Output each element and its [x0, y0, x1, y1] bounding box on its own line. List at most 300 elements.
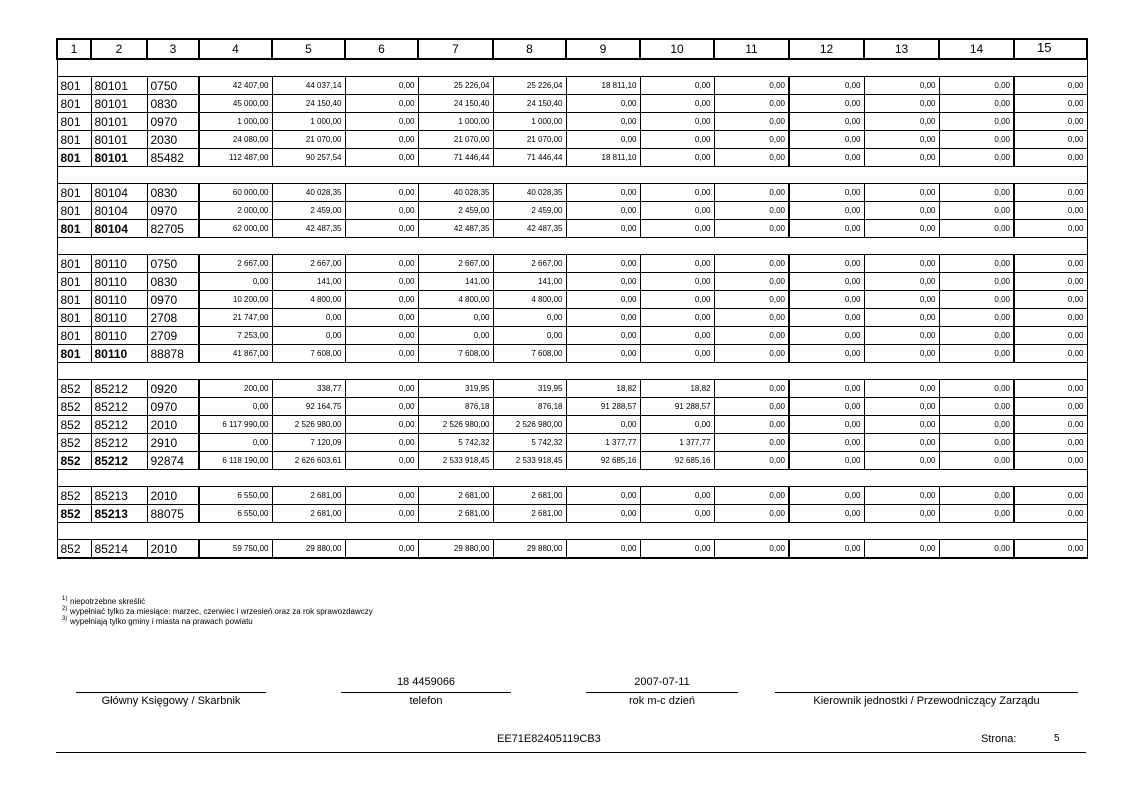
- amount-cell: 40 028,35: [418, 184, 493, 202]
- amount-cell: 0,00: [789, 398, 864, 416]
- amount-cell: 0,00: [939, 434, 1014, 452]
- classification-cell: 801: [57, 149, 91, 167]
- classification-cell: 852: [57, 540, 91, 559]
- amount-cell: 0,00: [714, 291, 789, 309]
- amount-cell: 42 487,35: [493, 220, 566, 238]
- amount-cell: 2 667,00: [199, 255, 272, 273]
- classification-cell: 852: [57, 398, 91, 416]
- classification-cell: 85212: [91, 416, 147, 434]
- amount-cell: 0,00: [1014, 273, 1087, 291]
- amount-cell: 0,00: [566, 184, 640, 202]
- column-number-header: 7: [418, 39, 493, 59]
- amount-cell: 0,00: [345, 184, 418, 202]
- amount-cell: 90 257,54: [272, 149, 345, 167]
- table-row: [57, 309, 1087, 327]
- amount-cell: 2 681,00: [418, 487, 493, 505]
- signature-accountant: [76, 676, 266, 707]
- amount-cell: 2 533 918,45: [418, 452, 493, 470]
- page-label: Strona:: [981, 733, 1017, 745]
- table-row: [57, 398, 1087, 416]
- amount-cell: 1 000,00: [493, 113, 566, 131]
- classification-cell: 85212: [91, 434, 147, 452]
- amount-cell: 0,00: [864, 113, 939, 131]
- amount-cell: 0,00: [789, 184, 864, 202]
- amount-cell: 876,18: [418, 398, 493, 416]
- subtotal-row: [57, 452, 1087, 470]
- column-number-header: 2: [91, 39, 147, 59]
- amount-cell: 0,00: [640, 309, 714, 327]
- page-number: 5: [1054, 733, 1060, 744]
- date-caption: rok m-c dzień: [628, 695, 696, 707]
- column-number-header: 15: [1014, 39, 1087, 59]
- subtotal-row: [57, 220, 1087, 238]
- footnote-text: wypełniać tylko za miesiące: marzec, czerwiec i wrzesień oraz za rok sprawozdawczy: [70, 607, 373, 616]
- column-number-header: 13: [864, 39, 939, 59]
- amount-cell: 0,00: [640, 291, 714, 309]
- classification-cell: 80101: [91, 95, 147, 113]
- table-row: [57, 113, 1087, 131]
- amount-cell: 40 028,35: [272, 184, 345, 202]
- amount-cell: 40 028,35: [493, 184, 566, 202]
- amount-cell: 876,18: [493, 398, 566, 416]
- amount-cell: 0,00: [864, 273, 939, 291]
- amount-cell: 0,00: [714, 452, 789, 470]
- amount-cell: 18 811,10: [566, 149, 640, 167]
- classification-cell: 801: [57, 327, 91, 345]
- amount-cell: 0,00: [714, 345, 789, 363]
- amount-cell: 0,00: [939, 273, 1014, 291]
- column-number-header: 6: [345, 39, 418, 59]
- amount-cell: 5 742,32: [418, 434, 493, 452]
- amount-cell: 0,00: [789, 149, 864, 167]
- classification-cell: 85213: [91, 487, 147, 505]
- amount-cell: 0,00: [939, 291, 1014, 309]
- separator-cell: [57, 363, 1087, 380]
- amount-cell: 0,00: [345, 273, 418, 291]
- amount-cell: 29 880,00: [493, 540, 566, 559]
- amount-cell: 0,00: [566, 416, 640, 434]
- amount-cell: 0,00: [714, 416, 789, 434]
- amount-cell: 24 150,40: [418, 95, 493, 113]
- amount-cell: 0,00: [864, 131, 939, 149]
- group-separator-row: [57, 167, 1087, 184]
- amount-cell: 0,00: [345, 95, 418, 113]
- amount-cell: 4 800,00: [272, 291, 345, 309]
- amount-cell: 0,00: [345, 113, 418, 131]
- amount-cell: 7 608,00: [418, 345, 493, 363]
- amount-cell: 0,00: [714, 434, 789, 452]
- amount-cell: 0,00: [714, 380, 789, 398]
- amount-cell: 0,00: [640, 540, 714, 559]
- amount-cell: 0,00: [714, 131, 789, 149]
- amount-cell: 0,00: [939, 149, 1014, 167]
- classification-cell: 85482: [147, 149, 199, 167]
- amount-cell: 0,00: [1014, 487, 1087, 505]
- amount-cell: 0,00: [714, 327, 789, 345]
- amount-cell: 0,00: [1014, 434, 1087, 452]
- amount-cell: 0,00: [864, 202, 939, 220]
- amount-cell: 42 487,35: [272, 220, 345, 238]
- header-row: [57, 39, 1087, 59]
- amount-cell: 0,00: [789, 434, 864, 452]
- classification-cell: 85212: [91, 452, 147, 470]
- amount-cell: 0,00: [345, 416, 418, 434]
- amount-cell: 0,00: [640, 273, 714, 291]
- amount-cell: 71 446,44: [493, 149, 566, 167]
- classification-cell: 0830: [147, 184, 199, 202]
- table-row: [57, 416, 1087, 434]
- amount-cell: 0,00: [939, 113, 1014, 131]
- amount-cell: 0,00: [939, 131, 1014, 149]
- amount-cell: 29 880,00: [418, 540, 493, 559]
- amount-cell: 7 120,09: [272, 434, 345, 452]
- amount-cell: 0,00: [566, 255, 640, 273]
- amount-cell: 2 667,00: [418, 255, 493, 273]
- amount-cell: 0,00: [1014, 255, 1087, 273]
- amount-cell: 71 446,44: [418, 149, 493, 167]
- amount-cell: 92 685,16: [640, 452, 714, 470]
- amount-cell: 112 487,00: [199, 149, 272, 167]
- amount-cell: 25 226,04: [493, 77, 566, 95]
- classification-cell: 801: [57, 220, 91, 238]
- amount-cell: 21 070,00: [418, 131, 493, 149]
- amount-cell: 0,00: [640, 220, 714, 238]
- amount-cell: 0,00: [864, 327, 939, 345]
- amount-cell: 319,95: [418, 380, 493, 398]
- table-row: [57, 77, 1087, 95]
- signature-line: [341, 692, 511, 693]
- amount-cell: 0,00: [789, 220, 864, 238]
- amount-cell: 24 150,40: [272, 95, 345, 113]
- column-number-header: 14: [939, 39, 1014, 59]
- classification-cell: 0830: [147, 273, 199, 291]
- amount-cell: 92 685,16: [566, 452, 640, 470]
- amount-cell: 0,00: [566, 487, 640, 505]
- amount-cell: 0,00: [345, 434, 418, 452]
- column-number-header: 5: [272, 39, 345, 59]
- signature-date: [586, 676, 738, 707]
- classification-cell: 92874: [147, 452, 199, 470]
- amount-cell: 0,00: [199, 398, 272, 416]
- amount-cell: 0,00: [864, 309, 939, 327]
- amount-cell: 0,00: [789, 416, 864, 434]
- amount-cell: 0,00: [939, 398, 1014, 416]
- amount-cell: 200,00: [199, 380, 272, 398]
- table-row: [57, 327, 1087, 345]
- amount-cell: 0,00: [493, 327, 566, 345]
- amount-cell: 2 526 980,00: [418, 416, 493, 434]
- column-number-header: 9: [566, 39, 640, 59]
- classification-cell: 80110: [91, 255, 147, 273]
- amount-cell: 1 000,00: [272, 113, 345, 131]
- classification-cell: 80110: [91, 273, 147, 291]
- amount-cell: 1 377,77: [640, 434, 714, 452]
- classification-cell: 801: [57, 291, 91, 309]
- amount-cell: 0,00: [1014, 113, 1087, 131]
- classification-cell: 2708: [147, 309, 199, 327]
- amount-cell: 0,00: [864, 487, 939, 505]
- classification-cell: 85213: [91, 505, 147, 523]
- amount-cell: 0,00: [939, 380, 1014, 398]
- classification-cell: 801: [57, 95, 91, 113]
- classification-cell: 801: [57, 184, 91, 202]
- amount-cell: 0,00: [939, 487, 1014, 505]
- amount-cell: 0,00: [939, 95, 1014, 113]
- separator-cell: [57, 238, 1087, 255]
- amount-cell: 0,00: [714, 95, 789, 113]
- amount-cell: 0,00: [789, 380, 864, 398]
- amount-cell: 0,00: [939, 505, 1014, 523]
- amount-cell: 0,00: [566, 327, 640, 345]
- amount-cell: 4 800,00: [418, 291, 493, 309]
- amount-cell: 0,00: [864, 540, 939, 559]
- amount-cell: 338,77: [272, 380, 345, 398]
- amount-cell: 0,00: [566, 309, 640, 327]
- table-row: [57, 255, 1087, 273]
- classification-cell: 82705: [147, 220, 199, 238]
- classification-cell: 0920: [147, 380, 199, 398]
- amount-cell: 0,00: [345, 291, 418, 309]
- signature-manager: [775, 676, 1078, 707]
- classification-cell: 801: [57, 77, 91, 95]
- classification-cell: 88878: [147, 345, 199, 363]
- subtotal-row: [57, 345, 1087, 363]
- footnote-text: wypełniają tylko gminy i miasta na prawach powiatu: [70, 617, 253, 626]
- amount-cell: 7 608,00: [493, 345, 566, 363]
- separator-cell: [57, 523, 1087, 540]
- group-separator-row: [57, 59, 1087, 77]
- amount-cell: 0,00: [714, 202, 789, 220]
- amount-cell: 0,00: [939, 327, 1014, 345]
- amount-cell: 0,00: [640, 345, 714, 363]
- amount-cell: 0,00: [1014, 345, 1087, 363]
- amount-cell: 0,00: [939, 416, 1014, 434]
- amount-cell: 0,00: [640, 487, 714, 505]
- amount-cell: 0,00: [345, 220, 418, 238]
- amount-cell: 0,00: [714, 540, 789, 559]
- table-row: [57, 380, 1087, 398]
- bottom-divider: [56, 752, 1086, 753]
- amount-cell: 0,00: [939, 220, 1014, 238]
- signature-line: [76, 692, 266, 693]
- amount-cell: 0,00: [640, 95, 714, 113]
- amount-cell: 1 000,00: [418, 113, 493, 131]
- column-number-header: 12: [789, 39, 864, 59]
- table-row: [57, 291, 1087, 309]
- amount-cell: 0,00: [1014, 291, 1087, 309]
- amount-cell: 0,00: [714, 505, 789, 523]
- amount-cell: 0,00: [864, 149, 939, 167]
- accountant-value: [76, 676, 266, 690]
- table-row: [57, 184, 1087, 202]
- classification-cell: 852: [57, 416, 91, 434]
- column-number-header: 1: [57, 39, 91, 59]
- phone-value: 18 4459066: [396, 676, 456, 688]
- amount-cell: 0,00: [640, 202, 714, 220]
- amount-cell: 0,00: [714, 184, 789, 202]
- document-code: EE71E82405119CB3: [497, 733, 601, 745]
- amount-cell: 0,00: [345, 77, 418, 95]
- amount-cell: 2 533 918,45: [493, 452, 566, 470]
- classification-cell: 852: [57, 434, 91, 452]
- amount-cell: 0,00: [939, 540, 1014, 559]
- classification-cell: 801: [57, 131, 91, 149]
- classification-cell: 852: [57, 452, 91, 470]
- amount-cell: 0,00: [566, 220, 640, 238]
- amount-cell: 0,00: [640, 184, 714, 202]
- amount-cell: 18 811,10: [566, 77, 640, 95]
- column-number-header: 8: [493, 39, 566, 59]
- subtotal-row: [57, 505, 1087, 523]
- amount-cell: 0,00: [566, 273, 640, 291]
- amount-cell: 0,00: [939, 184, 1014, 202]
- amount-cell: 0,00: [345, 327, 418, 345]
- separator-cell: [57, 59, 1087, 77]
- amount-cell: 0,00: [714, 309, 789, 327]
- amount-cell: 0,00: [714, 273, 789, 291]
- amount-cell: 0,00: [640, 149, 714, 167]
- classification-cell: 80104: [91, 184, 147, 202]
- amount-cell: 0,00: [566, 345, 640, 363]
- signature-phone: [341, 676, 511, 707]
- classification-cell: 852: [57, 380, 91, 398]
- amount-cell: 0,00: [1014, 416, 1087, 434]
- amount-cell: 2 681,00: [493, 487, 566, 505]
- footnote-mark: 1): [62, 596, 68, 602]
- table-row: [57, 202, 1087, 220]
- amount-cell: 6 117 990,00: [199, 416, 272, 434]
- separator-cell: [57, 470, 1087, 487]
- group-separator-row: [57, 523, 1087, 540]
- amount-cell: 2 526 980,00: [493, 416, 566, 434]
- classification-cell: 0970: [147, 202, 199, 220]
- amount-cell: 2 459,00: [493, 202, 566, 220]
- amount-cell: 0,00: [566, 202, 640, 220]
- amount-cell: 2 667,00: [493, 255, 566, 273]
- amount-cell: 2 526 980,00: [272, 416, 345, 434]
- amount-cell: 0,00: [789, 113, 864, 131]
- report-table: [56, 38, 1088, 559]
- amount-cell: 0,00: [640, 77, 714, 95]
- amount-cell: 2 681,00: [272, 505, 345, 523]
- classification-cell: 2030: [147, 131, 199, 149]
- classification-cell: 852: [57, 505, 91, 523]
- amount-cell: 0,00: [640, 327, 714, 345]
- amount-cell: 24 080,00: [199, 131, 272, 149]
- amount-cell: 0,00: [864, 184, 939, 202]
- amount-cell: 45 000,00: [199, 95, 272, 113]
- amount-cell: 21 070,00: [272, 131, 345, 149]
- amount-cell: 0,00: [939, 255, 1014, 273]
- amount-cell: 29 880,00: [272, 540, 345, 559]
- amount-cell: 1 377,77: [566, 434, 640, 452]
- classification-cell: 80104: [91, 202, 147, 220]
- amount-cell: 0,00: [864, 255, 939, 273]
- amount-cell: 0,00: [864, 345, 939, 363]
- amount-cell: 0,00: [714, 77, 789, 95]
- group-separator-row: [57, 470, 1087, 487]
- amount-cell: 0,00: [864, 220, 939, 238]
- amount-cell: 0,00: [789, 291, 864, 309]
- amount-cell: 0,00: [199, 434, 272, 452]
- classification-cell: 801: [57, 113, 91, 131]
- amount-cell: 0,00: [1014, 327, 1087, 345]
- amount-cell: 0,00: [864, 398, 939, 416]
- column-number-header: 10: [640, 39, 714, 59]
- amount-cell: 2 681,00: [493, 505, 566, 523]
- amount-cell: 2 459,00: [418, 202, 493, 220]
- amount-cell: 0,00: [714, 220, 789, 238]
- amount-cell: 0,00: [566, 131, 640, 149]
- amount-cell: 0,00: [566, 291, 640, 309]
- classification-cell: 80104: [91, 220, 147, 238]
- amount-cell: 0,00: [1014, 309, 1087, 327]
- amount-cell: 0,00: [345, 540, 418, 559]
- amount-cell: 0,00: [345, 505, 418, 523]
- separator-cell: [57, 167, 1087, 184]
- amount-cell: 0,00: [864, 452, 939, 470]
- amount-cell: 2 667,00: [272, 255, 345, 273]
- amount-cell: 0,00: [1014, 505, 1087, 523]
- classification-cell: 80110: [91, 327, 147, 345]
- manager-value: [775, 676, 1078, 690]
- amount-cell: 0,00: [1014, 452, 1087, 470]
- amount-cell: 0,00: [939, 452, 1014, 470]
- amount-cell: 0,00: [345, 487, 418, 505]
- amount-cell: 0,00: [864, 380, 939, 398]
- amount-cell: 2 681,00: [418, 505, 493, 523]
- amount-cell: 6 550,00: [199, 487, 272, 505]
- signature-line: [586, 692, 738, 693]
- amount-cell: 10 200,00: [199, 291, 272, 309]
- amount-cell: 1 000,00: [199, 113, 272, 131]
- amount-cell: 62 000,00: [199, 220, 272, 238]
- amount-cell: 91 288,57: [566, 398, 640, 416]
- footnotes: [62, 597, 373, 627]
- table-row: [57, 273, 1087, 291]
- amount-cell: 0,00: [864, 95, 939, 113]
- group-separator-row: [57, 363, 1087, 380]
- amount-cell: 0,00: [418, 327, 493, 345]
- amount-cell: 59 750,00: [199, 540, 272, 559]
- amount-cell: 0,00: [1014, 220, 1087, 238]
- amount-cell: 0,00: [939, 309, 1014, 327]
- amount-cell: 0,00: [418, 309, 493, 327]
- classification-cell: 80110: [91, 291, 147, 309]
- amount-cell: 44 037,14: [272, 77, 345, 95]
- amount-cell: 0,00: [1014, 202, 1087, 220]
- footnote-mark: 3): [62, 616, 68, 622]
- amount-cell: 141,00: [418, 273, 493, 291]
- group-separator-row: [57, 238, 1087, 255]
- amount-cell: 21 747,00: [199, 309, 272, 327]
- amount-cell: 0,00: [640, 505, 714, 523]
- amount-cell: 18,82: [640, 380, 714, 398]
- amount-cell: 41 867,00: [199, 345, 272, 363]
- amount-cell: 0,00: [640, 255, 714, 273]
- amount-cell: 0,00: [789, 309, 864, 327]
- classification-cell: 2010: [147, 540, 199, 559]
- classification-cell: 852: [57, 487, 91, 505]
- amount-cell: 0,00: [493, 309, 566, 327]
- amount-cell: 0,00: [864, 77, 939, 95]
- classification-cell: 0750: [147, 255, 199, 273]
- amount-cell: 0,00: [939, 202, 1014, 220]
- classification-cell: 80110: [91, 309, 147, 327]
- amount-cell: 0,00: [1014, 380, 1087, 398]
- date-value: 2007-07-11: [634, 676, 690, 688]
- amount-cell: 0,00: [789, 345, 864, 363]
